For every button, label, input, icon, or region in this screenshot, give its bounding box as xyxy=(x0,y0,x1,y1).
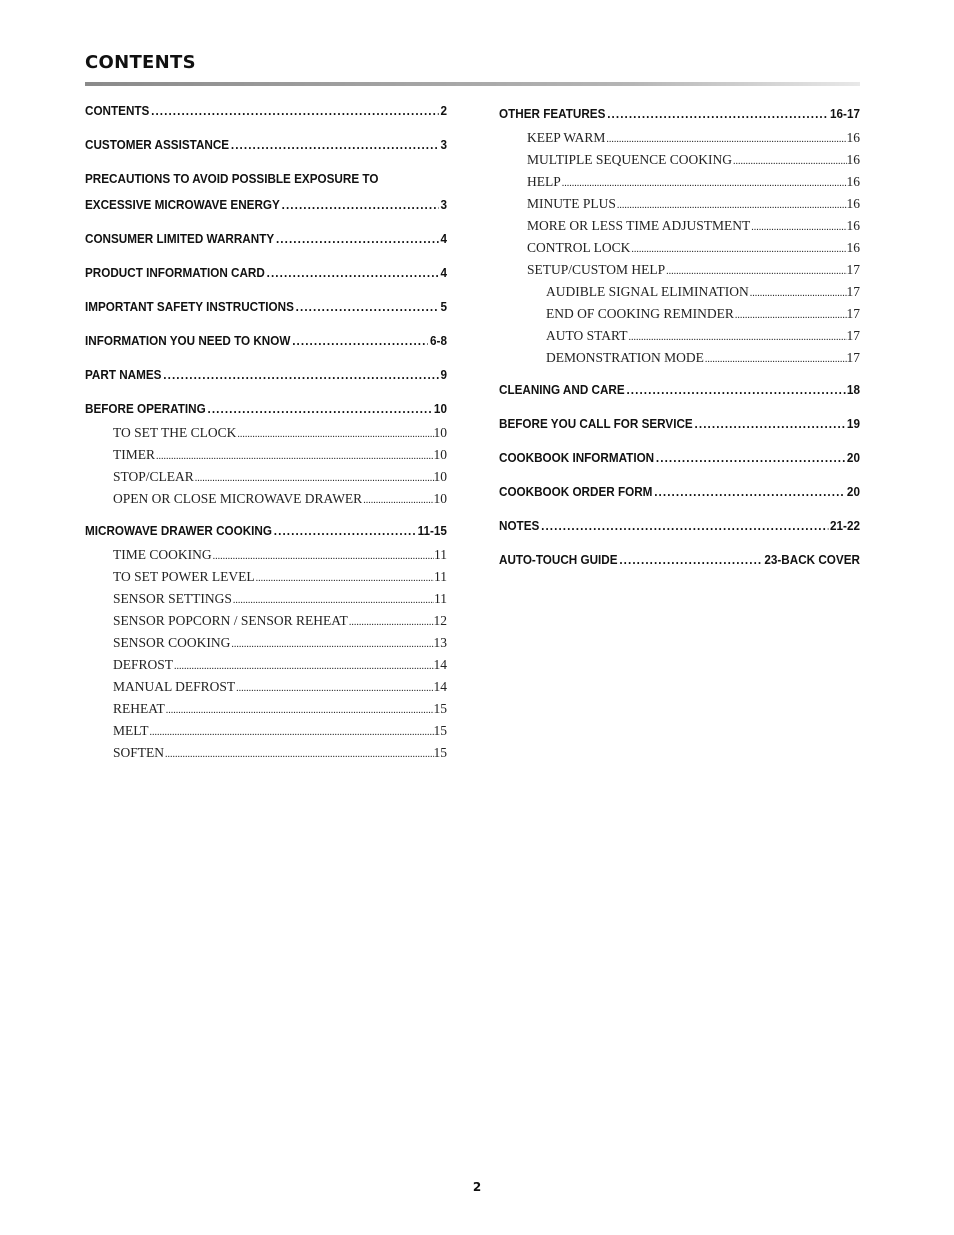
dot-leader xyxy=(732,151,847,173)
toc-page-number: 11 xyxy=(434,569,447,584)
dot-leader xyxy=(164,744,433,766)
toc-page-number: 13 xyxy=(433,635,447,650)
toc-subentry[interactable] xyxy=(85,720,447,742)
dot-leader xyxy=(235,678,433,700)
toc-entry-other-features[interactable] xyxy=(499,101,860,127)
toc-entry-service[interactable] xyxy=(499,411,860,437)
dot-leader xyxy=(294,294,439,320)
dot-leader xyxy=(539,513,828,539)
toc-entry-auto-touch[interactable] xyxy=(499,547,860,573)
toc-page-number: 10 xyxy=(433,425,447,440)
toc-right-column xyxy=(499,98,860,573)
toc-subentry[interactable] xyxy=(85,654,447,676)
toc-page-number: 3 xyxy=(440,137,447,152)
dot-leader xyxy=(652,479,845,505)
dot-leader xyxy=(280,192,439,218)
dot-leader xyxy=(155,446,434,468)
toc-entry-safety[interactable] xyxy=(85,294,447,320)
toc-entry-cookbook-info[interactable] xyxy=(499,445,860,471)
toc-entry-label: INFORMATION YOU NEED TO KNOW xyxy=(85,333,291,348)
toc-left-column xyxy=(85,98,447,764)
dot-leader xyxy=(255,568,434,590)
toc-subentry-label: CONTROL LOCK xyxy=(527,240,631,255)
toc-subsubentry[interactable] xyxy=(499,303,860,325)
toc-subentry[interactable] xyxy=(499,149,860,171)
toc-subentry-label: END OF COOKING REMINDER xyxy=(546,306,734,321)
toc-entry-label: PRODUCT INFORMATION CARD xyxy=(85,265,265,280)
toc-subentry-label: AUTO START xyxy=(546,328,628,343)
dot-leader xyxy=(161,362,438,388)
toc-page-number: 16 xyxy=(846,196,860,211)
toc-page-number: 5 xyxy=(440,299,447,314)
toc-entry-cookbook-order[interactable] xyxy=(499,479,860,505)
dot-leader xyxy=(232,590,434,612)
toc-page-number: 15 xyxy=(433,723,447,738)
toc-page-number: 23-BACK COVER xyxy=(764,552,860,567)
dot-leader xyxy=(749,283,847,305)
toc-page-number: 6-8 xyxy=(430,333,447,348)
toc-entry-label: BEFORE YOU CALL FOR SERVICE xyxy=(499,416,693,431)
dot-leader xyxy=(236,424,433,446)
toc-entry-label: IMPORTANT SAFETY INSTRUCTIONS xyxy=(85,299,294,314)
toc-page-number: 17 xyxy=(846,284,860,299)
toc-entry-label: COOKBOOK INFORMATION xyxy=(499,450,655,465)
dot-leader xyxy=(230,634,433,656)
toc-entry-need-to-know[interactable] xyxy=(85,328,447,354)
toc-page-number: 16 xyxy=(846,130,860,145)
toc-page-number: 14 xyxy=(433,679,447,694)
toc-entry-label: MICROWAVE DRAWER COOKING xyxy=(85,523,272,538)
toc-page-number: 3 xyxy=(440,197,447,212)
toc-entry-label: CLEANING AND CARE xyxy=(499,382,625,397)
toc-page-number: 15 xyxy=(433,701,447,716)
toc-subentry-label: TIMER xyxy=(113,447,155,462)
toc-page-number: 10 xyxy=(433,401,447,416)
toc-page-number: 16 xyxy=(846,218,860,233)
toc-subentry[interactable] xyxy=(499,193,860,215)
toc-entry-label: COOKBOOK ORDER FORM xyxy=(499,484,653,499)
toc-entry-label: NOTES xyxy=(499,518,540,533)
dot-leader xyxy=(630,239,846,261)
toc-page-number: 17 xyxy=(846,306,860,321)
toc-subentry-label: SENSOR SETTINGS xyxy=(113,591,232,606)
toc-subsubentry[interactable] xyxy=(499,281,860,303)
toc-entry-drawer-cooking[interactable] xyxy=(85,518,447,544)
toc-page-number: 10 xyxy=(433,491,447,506)
toc-subentry[interactable] xyxy=(499,259,860,281)
toc-subentry-label: SOFTEN xyxy=(113,745,165,760)
dot-leader xyxy=(290,328,428,354)
toc-subentry-label: KEEP WARM xyxy=(527,130,606,145)
toc-entry-part-names[interactable] xyxy=(85,362,447,388)
toc-subentry-label: TO SET POWER LEVEL xyxy=(113,569,255,584)
toc-entry-customer-assistance[interactable] xyxy=(85,132,447,158)
toc-entry-label: CONSUMER LIMITED WARRANTY xyxy=(85,231,275,246)
dot-leader xyxy=(362,490,433,512)
toc-subentry[interactable] xyxy=(499,171,860,193)
toc-subentry[interactable] xyxy=(499,237,860,259)
toc-subentry-label: MANUAL DEFROST xyxy=(113,679,236,694)
dot-leader xyxy=(704,349,847,371)
toc-page-number: 9 xyxy=(440,367,447,382)
toc-subentry-label: MORE OR LESS TIME ADJUSTMENT xyxy=(527,218,751,233)
dot-leader xyxy=(628,327,847,349)
toc-page-number: 12 xyxy=(433,613,447,628)
toc-page-number: 4 xyxy=(440,265,447,280)
toc-page-number: 20 xyxy=(846,450,860,465)
dot-leader xyxy=(149,98,438,124)
toc-subentry[interactable] xyxy=(85,444,447,466)
toc-page-number: 16 xyxy=(846,240,860,255)
toc-subentry[interactable] xyxy=(85,610,447,632)
toc-page-number: 16 xyxy=(846,174,860,189)
dot-leader xyxy=(616,195,847,217)
dot-leader xyxy=(265,260,439,286)
title-divider xyxy=(85,82,860,86)
toc-subentry-label: REHEAT xyxy=(113,701,165,716)
toc-page-number: 2 xyxy=(440,103,447,118)
toc-subentry-label: SETUP/CUSTOM HELP xyxy=(527,262,666,277)
toc-subentry-label: OPEN OR CLOSE MICROWAVE DRAWER xyxy=(113,491,363,506)
toc-subentry-label: STOP/CLEAR xyxy=(113,469,194,484)
toc-entry-product-card[interactable] xyxy=(85,260,447,286)
toc-entry-warranty[interactable] xyxy=(85,226,447,252)
toc-page-number: 21-22 xyxy=(830,518,860,533)
toc-subentry-label: MULTIPLE SEQUENCE COOKING xyxy=(527,152,732,167)
toc-page-number: 16-17 xyxy=(830,106,860,121)
dot-leader xyxy=(272,518,416,544)
dot-leader xyxy=(605,101,828,127)
toc-subentry-label: HELP xyxy=(527,174,561,189)
toc-entry-before-operating[interactable] xyxy=(85,396,447,422)
toc-page-number: 10 xyxy=(433,469,447,484)
toc-subentry-label: AUDIBLE SIGNAL ELIMINATION xyxy=(546,284,749,299)
dot-leader xyxy=(212,546,434,568)
toc-subentry[interactable] xyxy=(85,488,447,510)
toc-subentry[interactable] xyxy=(499,215,860,237)
toc-subentry-label: MELT xyxy=(113,723,149,738)
dot-leader xyxy=(665,261,846,283)
toc-entry-label: CONTENTS xyxy=(85,103,150,118)
dot-leader xyxy=(654,445,845,471)
dot-leader xyxy=(625,377,845,403)
dot-leader xyxy=(734,305,847,327)
dot-leader xyxy=(605,129,846,151)
toc-subentry-label: SENSOR COOKING xyxy=(113,635,231,650)
dot-leader xyxy=(229,132,439,158)
toc-subsubentry[interactable] xyxy=(499,325,860,347)
dot-leader xyxy=(173,656,433,678)
toc-subentry[interactable] xyxy=(85,676,447,698)
toc-entry-precautions[interactable] xyxy=(85,192,447,218)
toc-entry-label: BEFORE OPERATING xyxy=(85,401,206,416)
toc-entry-cleaning[interactable] xyxy=(499,377,860,403)
toc-entry-label: EXCESSIVE MICROWAVE ENERGY xyxy=(85,197,280,212)
toc-subentry-label: MINUTE PLUS xyxy=(527,196,616,211)
toc-entry-notes[interactable] xyxy=(499,513,860,539)
toc-page-number: 11 xyxy=(434,591,447,606)
toc-entry-label: CUSTOMER ASSISTANCE xyxy=(85,137,230,152)
dot-leader xyxy=(194,468,434,490)
dot-leader xyxy=(561,173,847,195)
toc-entry-label: AUTO-TOUCH GUIDE xyxy=(499,552,618,567)
toc-subentry[interactable] xyxy=(85,466,447,488)
toc-page-number: 17 xyxy=(846,350,860,365)
toc-page-number: 11 xyxy=(434,547,447,562)
dot-leader xyxy=(618,547,763,573)
toc-subentry-label: DEMONSTRATION MODE xyxy=(546,350,704,365)
toc-page-number: 19 xyxy=(846,416,860,431)
toc-subentry[interactable] xyxy=(85,742,447,764)
toc-subentry-label: TIME COOKING xyxy=(113,547,212,562)
toc-subentry-label: SENSOR POPCORN / SENSOR REHEAT xyxy=(113,613,348,628)
page-title: CONTENTS xyxy=(85,52,196,73)
toc-page-number: 17 xyxy=(846,262,860,277)
toc-subentry-label: TO SET THE CLOCK xyxy=(113,425,237,440)
toc-entry-contents[interactable] xyxy=(85,98,447,124)
toc-subsubentry[interactable] xyxy=(499,347,860,369)
dot-leader xyxy=(750,217,846,239)
toc-page-number: 18 xyxy=(846,382,860,397)
toc-subentry[interactable] xyxy=(499,127,860,149)
toc-subentry-label: DEFROST xyxy=(113,657,174,672)
toc-page-number: 4 xyxy=(440,231,447,246)
dot-leader xyxy=(274,226,438,252)
dot-leader xyxy=(693,411,845,437)
toc-subentry[interactable] xyxy=(85,588,447,610)
toc-page-number: 14 xyxy=(433,657,447,672)
toc-entry-label: PART NAMES xyxy=(85,367,162,382)
toc-subentry[interactable] xyxy=(85,422,447,444)
toc-page-number: 10 xyxy=(433,447,447,462)
toc-subentry[interactable] xyxy=(85,544,447,566)
toc-entry-precautions-line1[interactable]: PRECAUTIONS TO AVOID POSSIBLE EXPOSURE TO xyxy=(85,171,379,186)
dot-leader xyxy=(149,722,434,744)
toc-subentry[interactable] xyxy=(85,632,447,654)
page-number: 2 xyxy=(472,1180,482,1194)
toc-page-number: 15 xyxy=(433,745,447,760)
toc-page-number: 17 xyxy=(846,328,860,343)
dot-leader xyxy=(348,612,434,634)
toc-entry-label: OTHER FEATURES xyxy=(499,106,606,121)
toc-page-number: 16 xyxy=(846,152,860,167)
toc-subentry[interactable] xyxy=(85,698,447,720)
toc-subentry[interactable] xyxy=(85,566,447,588)
toc-page-number: 20 xyxy=(846,484,860,499)
dot-leader xyxy=(206,396,432,422)
dot-leader xyxy=(165,700,434,722)
toc-page-number: 11-15 xyxy=(417,523,447,538)
